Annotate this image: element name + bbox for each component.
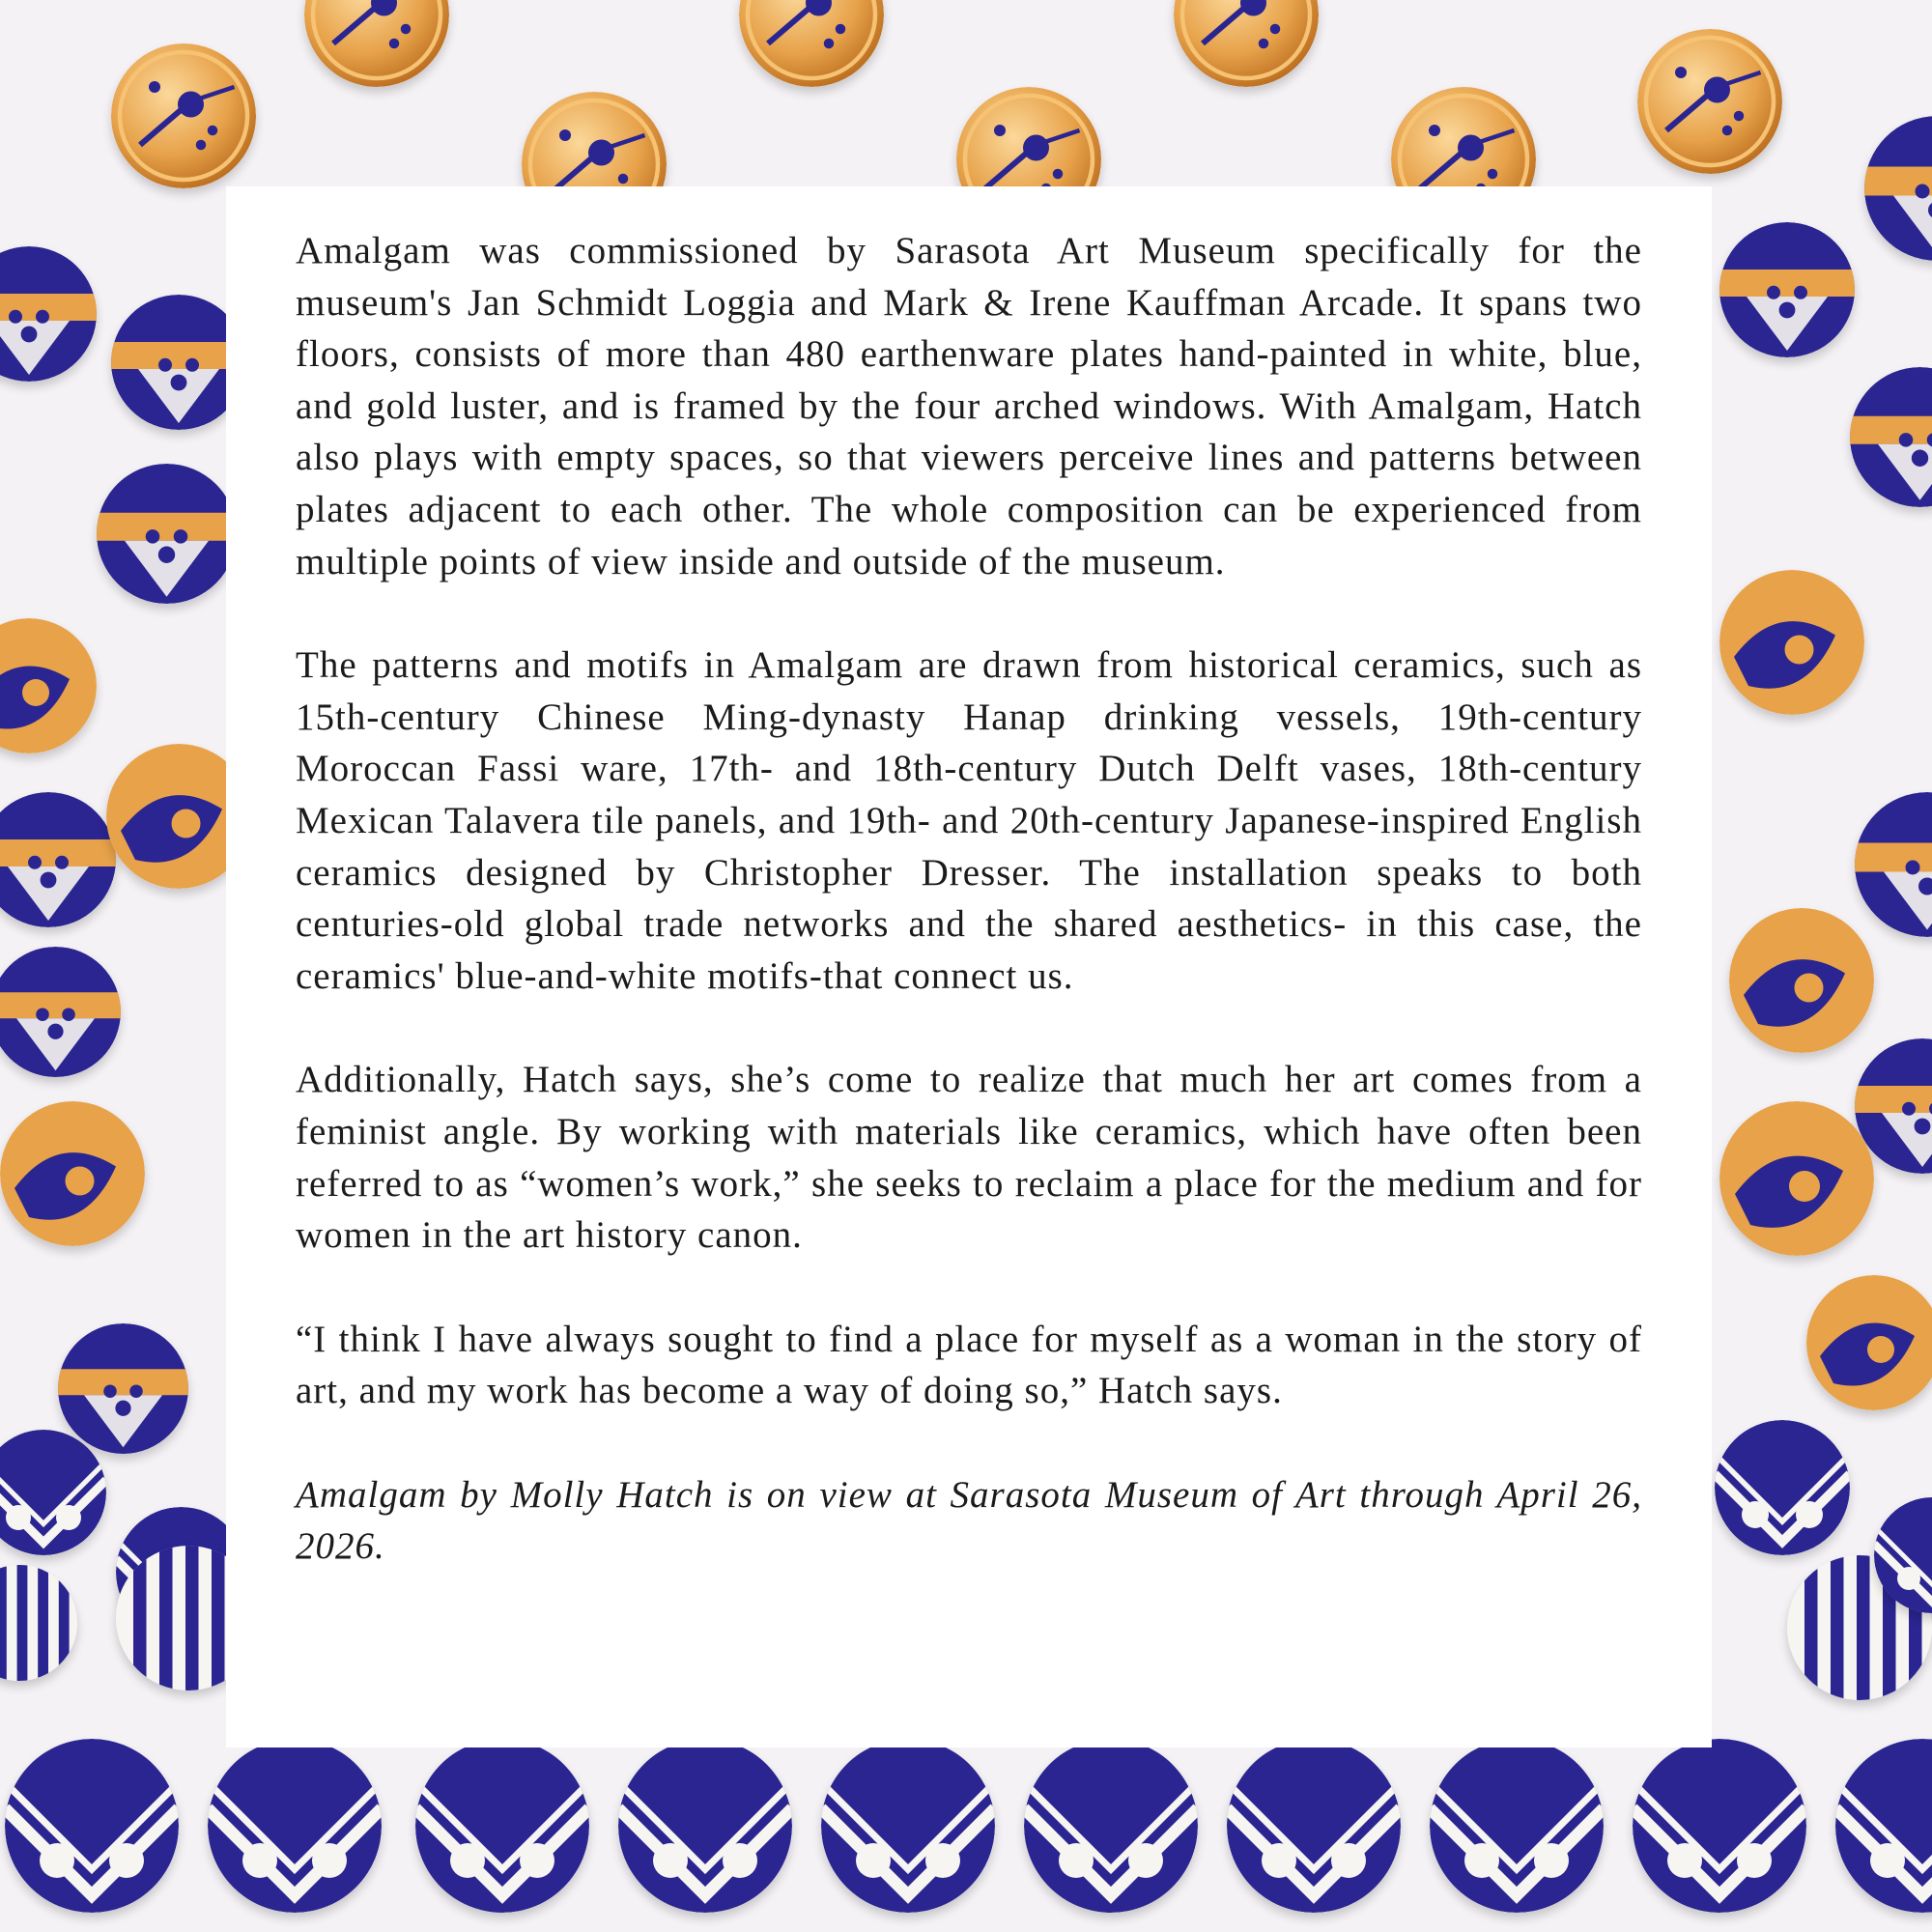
painted-plate-icon — [1719, 570, 1864, 715]
painted-plate-icon — [0, 1565, 77, 1681]
painted-plate-icon — [0, 947, 121, 1077]
paragraph-commission: Amalgam was commissioned by Sarasota Art Museum specifically for the museum's Jan Schmidt Loggia and Mark & Irene Kauffman Arcade. It spans two floors, consists of more than 480 earthenware plates hand-painted in white, blue, and gold luster, and is framed by the four arched windows. With Amalgam, Hatch also plays with empty spaces, so that viewers perceive lines and patterns between plates adjacent to each other. The whole composition can be experienced from multiple points of view inside and outside of the museum. — [296, 230, 1642, 582]
painted-plate-icon — [1835, 1739, 1932, 1913]
painted-plate-icon — [415, 1739, 589, 1913]
painted-plate-icon — [111, 43, 256, 188]
painted-plate-icon — [97, 464, 237, 604]
painted-plate-icon — [0, 618, 97, 753]
painted-plate-icon — [618, 1739, 792, 1913]
painted-plate-icon — [1715, 1420, 1850, 1555]
painted-plate-icon — [58, 1323, 188, 1454]
text-panel — [226, 186, 1712, 1747]
painted-plate-icon — [0, 246, 97, 382]
painted-plate-icon — [0, 792, 116, 927]
painted-plate-icon — [1024, 1739, 1198, 1913]
painted-plate-icon — [821, 1739, 995, 1913]
painted-plate-icon — [0, 1430, 106, 1555]
painted-plate-icon — [1719, 222, 1855, 357]
painted-plate-icon — [1855, 792, 1932, 937]
painted-plate-icon — [1633, 1739, 1806, 1913]
painted-plate-icon — [208, 1739, 382, 1913]
painted-plate-icon — [1227, 1739, 1401, 1913]
painted-plate-icon — [1864, 116, 1932, 261]
painted-plate-icon — [1637, 29, 1782, 174]
painted-plate-icon — [5, 1739, 179, 1913]
closing-note: Amalgam by Molly Hatch is on view at Sarasota Museum of Art through April 26, 2026. — [296, 1473, 1642, 1568]
painted-plate-icon — [1719, 1101, 1874, 1256]
painted-plate-icon — [1174, 0, 1319, 87]
paragraph-motifs: The patterns and motifs in Amalgam are drawn from historical ceramics, such as 15th-century Chinese Ming-dynasty Hanap drinking vessels, 19th-century Moroccan Fassi ware, 17th- and 18th-century Dutch Delft vases, 18th-century Mexican Talavera tile panels, and 19th- and 20th-century Japanese-inspired English ceramics designed by Christopher Dresser. The installation speaks to both centuries-old global trade networks and the shared aesthetics- in this case, the ceramics' blue-and-white motifs-that connect us. — [296, 644, 1642, 997]
painted-plate-icon — [1806, 1275, 1932, 1410]
painted-plate-icon — [739, 0, 884, 87]
painted-plate-icon — [0, 1101, 145, 1246]
painted-plate-icon — [304, 0, 449, 87]
painted-plate-icon — [1729, 908, 1874, 1053]
paragraph-feminist: Additionally, Hatch says, she’s come to realize that much her art comes from a feminist angle. By working with materials like ceramics, which have often been referred to as “women’s work,” she seeks to reclaim a place for the medium and for women in the art history canon. — [296, 1059, 1642, 1257]
painted-plate-icon — [1430, 1739, 1604, 1913]
painted-plate-icon — [1850, 367, 1932, 507]
paragraph-quote: “I think I have always sought to find a place for myself as a woman in the story of art, and my work has become a way of doing so,” Hatch says. — [296, 1318, 1642, 1412]
